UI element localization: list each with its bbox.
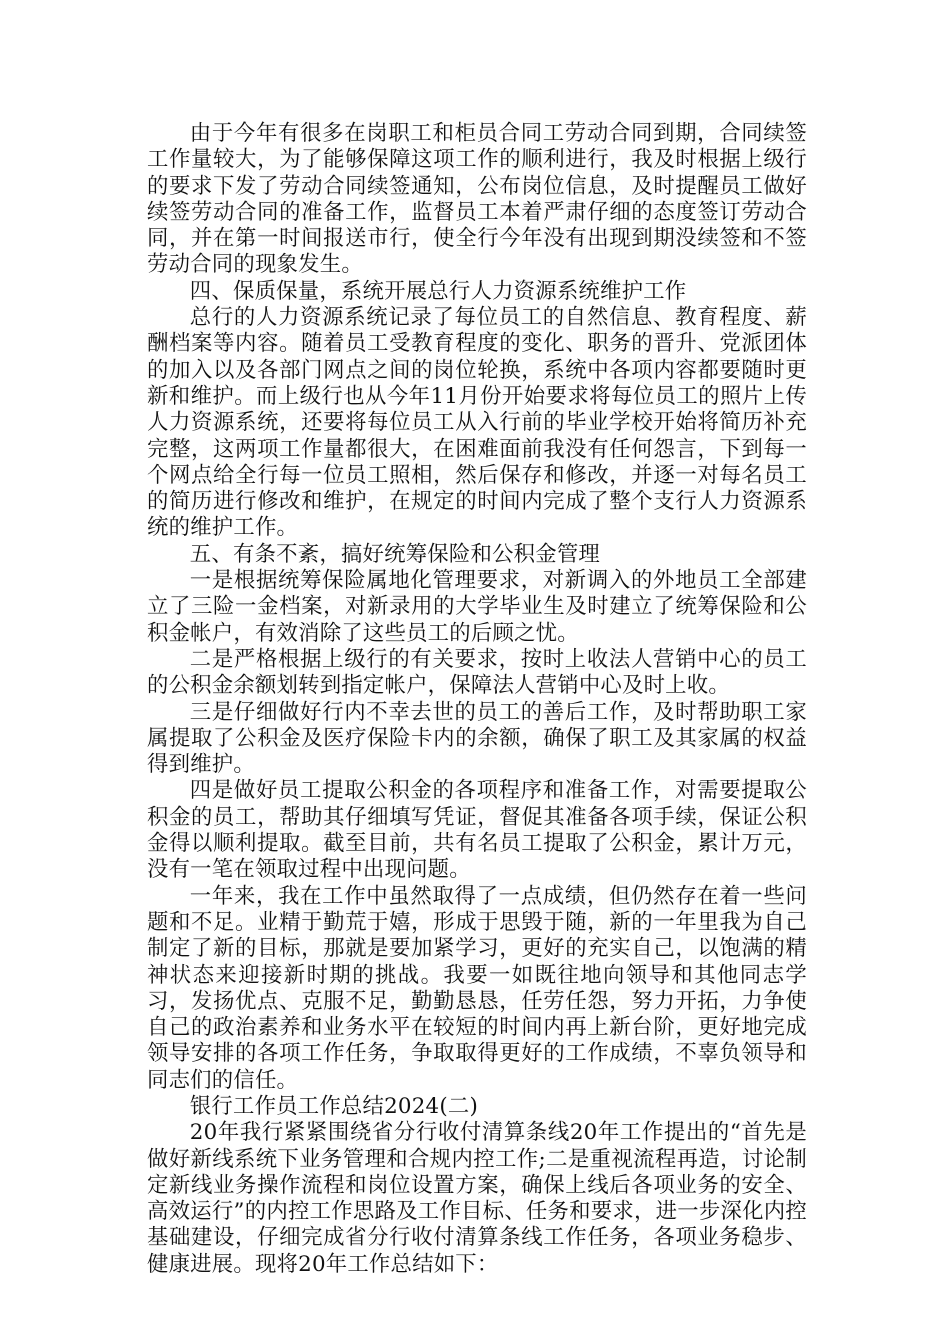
paragraph-contract-renewal: 由于今年有很多在岗职工和柜员合同工劳动合同到期，合同续签工作量较大，为了能够保障这项工作的顺利进行，我及时根据上级行的要求下发了劳动合同续签通知，公布岗位信息，及时提醒员工做好续签劳动合同的准备工作，监督员工本着严肃仔细的态度签订劳动合同，并在第一时间报送市行，使全行今年没有出现到期没续签和不签劳动合同的现象发生。 [147, 121, 807, 278]
paragraph-hr-system: 总行的人力资源系统记录了每位员工的自然信息、教育程度、薪酬档案等内容。随着员工受教育程度的变化、职务的晋升、党派团体的加入以及各部门网点之间的岗位轮换，系统中各项内容都要随时更新和维护。而上级行也从今年11月份开始要求将每位员工的照片上传人力资源系统，还要将每位员工从入行前的毕业学校开始将简历补充完整，这两项工作量都很大，在困难面前我没有任何怨言，下到每一个网点给全行每一位员工照相，然后保存和修改，并逐一对每名员工的简历进行修改和维护，在规定的时间内完成了整个支行人力资源系统的维护工作。 [147, 305, 807, 541]
paragraph-insurance-fourth: 四是做好员工提取公积金的各项程序和准备工作，对需要提取公积金的员工，帮助其仔细填写凭证，督促其准备各项手续，保证公积金得以顺利提取。截至目前，共有名员工提取了公积金，累计万元，没有一笔在领取过程中出现问题。 [147, 778, 807, 883]
heading-hr-system-maintenance: 四、保质保量，系统开展总行人力资源系统维护工作 [189, 278, 687, 304]
heading-summary-part-two: 银行工作员工作总结2024(二) [189, 1093, 479, 1119]
paragraph-insurance-third: 三是仔细做好行内不幸去世的员工的善后工作，及时帮助职工家属提取了公积金及医疗保险卡内的余额，确保了职工及其家属的权益得到维护。 [147, 699, 807, 778]
paragraph-year-summary: 一年来，我在工作中虽然取得了一点成绩，但仍然存在着一些问题和不足。业精于勤荒于嬉，形成于思毁于随，新的一年里我为自己制定了新的目标，那就是要加紧学习，更好的充实自己，以饱满的精神状态来迎接新时期的挑战。我要一如既往地向领导和其他同志学习，发扬优点、克服不足，勤勤恳恳，任劳任怨，努力开拓，力争使自己的政治素养和业务水平在较短的时间内再上新台阶，更好地完成领导安排的各项工作任务，争取取得更好的工作成绩，不辜负领导和同志们的信任。 [147, 883, 807, 1093]
paragraph-insurance-first: 一是根据统筹保险属地化管理要求，对新调入的外地员工全部建立了三险一金档案，对新录用的大学毕业生及时建立了统筹保险和公积金帐户，有效消除了这些员工的后顾之忧。 [147, 568, 807, 646]
heading-insurance-fund-management: 五、有条不紊，搞好统筹保险和公积金管理 [189, 541, 601, 567]
document-body [147, 121, 807, 1278]
paragraph-insurance-second: 二是严格根据上级行的有关要求，按时上收法人营销中心的员工的公积金余额划转到指定帐户，保障法人营销中心及时上收。 [147, 646, 807, 699]
paragraph-clearing-summary: 20年我行紧紧围绕省分行收付清算条线20年工作提出的“首先是做好新线系统下业务管理和合规内控工作;二是重视流程再造，讨论制定新线业务操作流程和岗位设置方案，确保上线后各项业务的安全、高效运行”的内控工作思路及工作目标、任务和要求，进一步深化内控基础建设，仔细完成省分行收付清算条线工作任务，各项业务稳步、健康进展。现将20年工作总结如下： [147, 1120, 807, 1277]
